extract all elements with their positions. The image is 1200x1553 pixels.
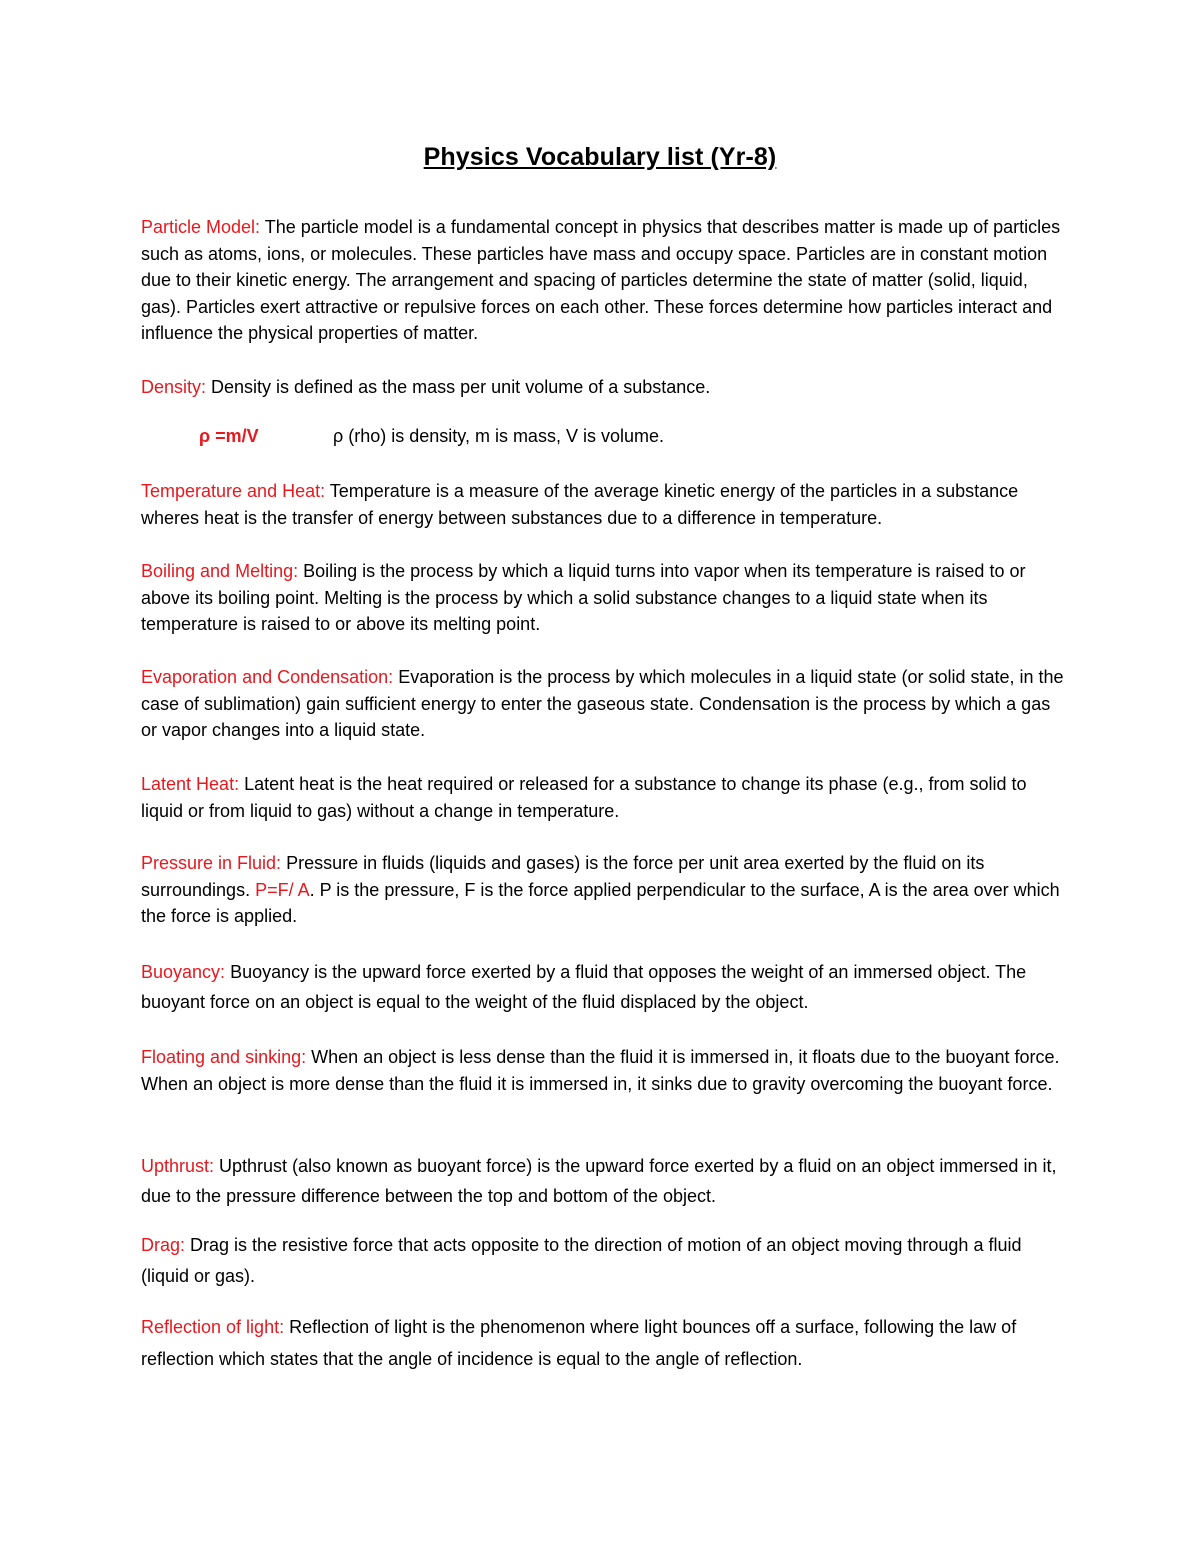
density-formula: ρ =m/V [199,426,259,446]
definition-text: Upthrust (also known as buoyant force) is the upward force exerted by a fluid on an object immersed in it, due to the pressure difference between the top and bottom of the object. [141,1156,1057,1206]
term-label: Latent Heat: [141,774,240,794]
definition-text: When an object is less dense than the fluid it is immersed in, it floats due to the buoyant force. When an object is more dense than the fluid it is immersed in, it sinks due to gravity overcoming the buoyant force. [141,1047,1060,1094]
definition-text: Buoyancy is the upward force exerted by a fluid that opposes the weight of an immersed object. The buoyant force on an object is equal to the weight of the fluid displaced by the object. [141,962,1027,1012]
term-label: Boiling and Melting: [141,561,299,581]
entry-reflection-of-light [141,1311,1071,1375]
term-label: Drag: [141,1235,186,1255]
term-label: Upthrust: [141,1156,215,1176]
term-label: Pressure in Fluid: [141,853,282,873]
term-label: Evaporation and Condensation: [141,667,394,687]
pressure-formula: P=F/ A [255,879,310,900]
term-label: Temperature and Heat: [141,481,326,501]
entry-particle-model [141,214,1071,347]
entry-density [141,374,1071,401]
term-label: Density: [141,377,207,397]
entry-pressure-fluid [141,850,1071,930]
entry-boiling-melting [141,558,1071,638]
definition-text: The particle model is a fundamental concept in physics that describes matter is made up of particles such as atoms, ions, or molecules. These particles have mass and occupy space. Particles are in constant motion due to their kinetic energy. The arrangement and spacing of particles determine the state of matter (solid, liquid, gas). Particles exert attractive or repulsive forces on each other. These forces determine how particles interact and influence the physical properties of matter. [141,217,1061,343]
density-formula-explanation: ρ (rho) is density, m is mass, V is volume. [333,426,664,446]
definition-text: Density is defined as the mass per unit volume of a substance. [206,377,711,397]
definition-text: Drag is the resistive force that acts opposite to the direction of motion of an object moving through a fluid (liquid or gas). [141,1235,1022,1286]
term-label: Floating and sinking: [141,1047,307,1067]
entry-buoyancy [141,957,1071,1017]
term-label: Reflection of light: [141,1317,285,1337]
definition-text: Boiling is the process by which a liquid turns into vapor when its temperature is raised to or above its boiling point. Melting is the process by which a solid substance changes to a liquid state when its temperature is raised to or above its melting point. [141,561,1026,634]
definition-text: Pressure in fluids (liquids and gases) is the force per unit area exerted by the fluid on its surroundings. [141,853,985,900]
definition-text: Evaporation is the process by which molecules in a liquid state (or solid state, in the case of sublimation) gain sufficient energy to enter the gaseous state. Condensation is the process by which a gas or vapor changes into a liquid state. [141,667,1064,740]
definition-text: Temperature is a measure of the average kinetic energy of the particles in a substance wheres heat is the transfer of energy between substances due to a difference in temperature. [141,481,1019,528]
entry-latent-heat [141,771,1071,824]
page-title: Physics Vocabulary list (Yr-8) [423,143,777,171]
density-formula-row [199,423,1069,449]
entry-upthrust [141,1151,1071,1211]
entry-drag [141,1230,1071,1292]
entry-floating-sinking [141,1044,1071,1097]
definition-text-cont: . P is the pressure, F is the force applied perpendicular to the surface, A is the area over which the force is applied. [141,879,1060,926]
term-label: Particle Model: [141,217,261,237]
definition-text: Latent heat is the heat required or released for a substance to change its phase (e.g., from solid to liquid or from liquid to gas) without a change in temperature. [141,774,1027,821]
entry-temperature-heat [141,478,1071,531]
term-label: Buoyancy: [141,962,226,982]
definition-text: Reflection of light is the phenomenon where light bounces off a surface, following the law of reflection which states that the angle of incidence is equal to the angle of reflection. [141,1317,1017,1369]
entry-evaporation-condensation [141,664,1071,744]
